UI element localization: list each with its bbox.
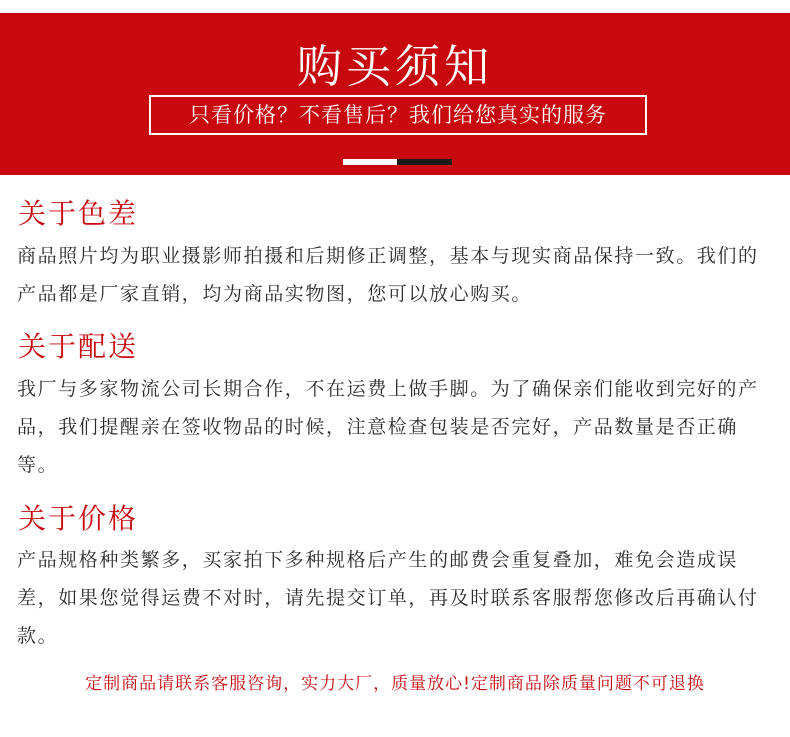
banner-subtitle: 只看价格？不看售后？我们给您真实的服务 bbox=[149, 95, 647, 135]
section-body-color-difference: 商品照片均为职业摄影师拍摄和后期修正调整，基本与现实商品保持一致。我们的产品都是厂家直销，均为商品实物图，您可以放心购买。 bbox=[17, 245, 759, 305]
section-body-delivery: 我厂与多家物流公司长期合作，不在运费上做手脚。为了确保亲们能收到完好的产品，我们提醒亲在签收物品的时候，注意检查包装是否完好，产品数量是否正确等。 bbox=[17, 378, 759, 476]
section-title-delivery: 关于配送 bbox=[18, 330, 139, 363]
section-title-price: 关于价格 bbox=[18, 502, 139, 535]
page-title: 购买须知 bbox=[296, 40, 493, 93]
footer-note: 定制商品请联系客服咨询，实力大厂，质量放心!定制商品除质量问题不可退换 bbox=[85, 674, 705, 694]
section-title-color-difference: 关于色差 bbox=[18, 197, 139, 230]
decorative-bar-dark bbox=[397, 159, 452, 165]
section-body-price: 产品规格种类繁多，买家拍下多种规格后产生的邮费会重复叠加，难免会造成误差，如果您觉得运费不对时，请先提交订单，再及时联系客服帮您修改后再确认付款。 bbox=[17, 549, 759, 647]
header-banner bbox=[0, 13, 790, 175]
decorative-bar-white bbox=[343, 159, 397, 165]
